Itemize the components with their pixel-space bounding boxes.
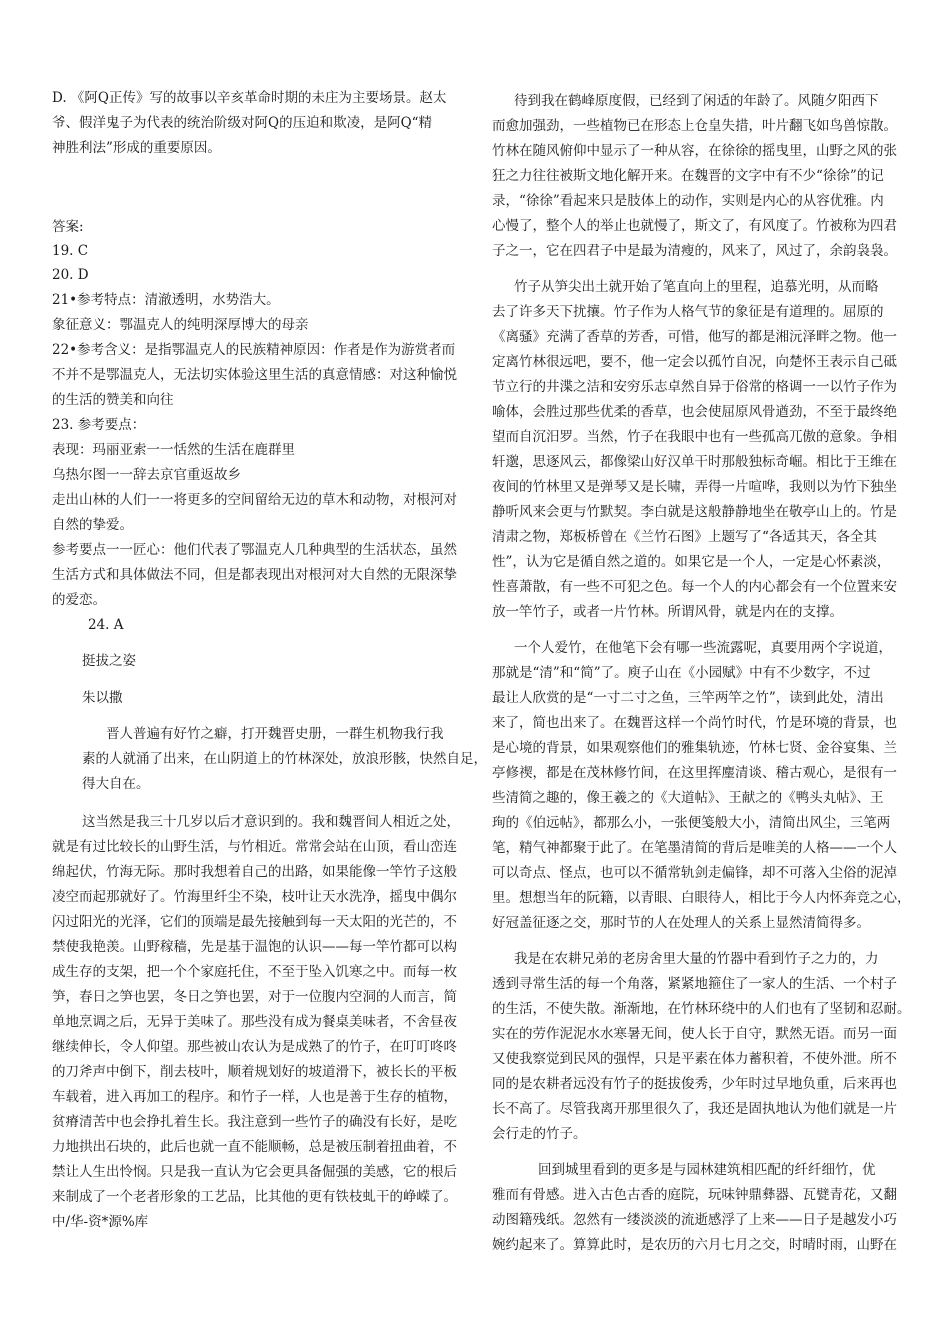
essay-line: 清肃之物，郑板桥曾在《兰竹石图》上题写了“各适其天，各全其: [492, 529, 877, 545]
essay-line: 就是有过比较长的山野生活，与竹相近。常常会站在山顶，看山峦连: [52, 839, 457, 855]
essay-line: 透到寻常生活的每一个角落，紧紧地箍住了一家人的生活、一个村子: [492, 976, 897, 992]
answer-line: 自然的挚爱。: [52, 517, 133, 533]
essay-line: 绵起伏，竹海无际。那时我想着自己的出路，如果能像一竿竹子这般: [52, 864, 457, 880]
essay-line: 性”，认为它是循自然之道的。如果它是一个人，一定是心怀素淡，: [492, 554, 891, 570]
essay-line: 放一竿竹子，或者一片竹林。所谓风骨，就是内在的支撑。: [492, 604, 843, 620]
essay-line: 亭修禊，都是在茂林修竹间，在这里挥麈清谈、稽古观心，是很有一: [492, 765, 897, 781]
answer-line: 乌热尔图一一辞去京官重返故乡: [52, 467, 241, 483]
essay-line: 单地烹调之后，无异于美味了。那些没有成为餐桌美味者，不舍昼夜: [52, 1014, 457, 1030]
essay-line: 而愈加强劲，一些植物已在形态上仓皇失措，叶片翻飞如鸟兽惊散。: [492, 118, 897, 134]
essay-line: 节立行的井渫之洁和安穷乐志卓然自异于俗常的格调一一以竹子作为: [492, 379, 897, 395]
answer-line: 的爱恋。: [52, 592, 106, 608]
essay-line: 回到城里看到的更多是与园林建筑相匹配的纤纤细竹，优: [538, 1162, 876, 1178]
essay-line: 待到我在鹤峰原度假，已经到了闲适的年龄了。风随夕阳西下: [514, 93, 879, 109]
answer-line: 生活方式和具体做法不同，但是都表现出对根河对大自然的无限深挚: [52, 567, 457, 583]
essay-line: 贫瘠清苦中也会挣扎着生长。我注意到一些竹子的确没有长好，是吃: [52, 1114, 457, 1130]
answer-line: 象征意义：鄂温克人的纯明深厚博大的母亲: [52, 317, 309, 333]
essay-line: 同的是农耕者远没有竹子的挺拔俊秀，少年时过早地负重，后来再也: [492, 1076, 897, 1092]
essay-line: 动图籍残纸。忽然有一缕淡淡的流逝感浮了上来——日子是越发小巧: [492, 1212, 897, 1228]
essay-line: 中/华-资*源%库: [52, 1214, 149, 1230]
essay-line: 的生活，不使失散。渐渐地，在竹林环绕中的人们也有了坚韧和忍耐。: [492, 1001, 911, 1017]
essay-line: 这当然是我三十几岁以后才意识到的。我和魏晋间人相近之处，: [82, 814, 460, 830]
answer-line: 的生活的赞美和向往: [52, 392, 174, 408]
essay-line: 成生存的支架，把一个个家庭托住，不至于坠入饥寒之中。而每一枚: [52, 964, 457, 980]
essay-line: 来制成了一个老者形象的工艺品，比其他的更有铁枝虬干的峥嵘了。: [52, 1189, 457, 1205]
text-line: 爷、假洋鬼子为代表的统治阶级对阿Q的压迫和欺凌，是阿Q“精: [52, 115, 433, 131]
essay-line: 继续伸长，令人仰望。那些被山农认为是成熟了的竹子，在叮叮咚咚: [52, 1039, 457, 1055]
essay-line: 一个人爱竹，在他笔下会有哪一些流露呢，真要用两个字说道，: [514, 640, 892, 656]
essay-line: 晋人普遍有好竹之癖，打开魏晋史册，一群生机物我行我: [106, 726, 444, 742]
essay-line: 素的人就涌了出来，在山阴道上的竹林深处，放浪形骸，快然自足，: [82, 751, 487, 767]
essay-line: 得大自在。: [82, 776, 150, 792]
essay-line: 望而自沉汨罗。当然，竹子在我眼中也有一些孤高兀傲的意象。争相: [492, 429, 897, 445]
answer-line: 参考要点一一匠心：他们代表了鄂温克人几种典型的生活状态，虽然: [52, 542, 457, 558]
essay-line: 些清简之趣的，像王羲之的《大道帖》、王献之的《鸭头丸帖》、王: [492, 790, 884, 806]
essay-line: 狂之力往往被斯文地化解开来。在魏晋的文字中有不少“徐徐”的记: [492, 168, 884, 184]
essay-line: 会行走的竹子。: [492, 1126, 587, 1142]
essay-line: 车载着，进入再加工的程序。和竹子一样，人也是善于生存的植物，: [52, 1089, 457, 1105]
essay-line: 静听风来会更与竹默契。李白就是这般静静地坐在敬亭山上的。竹是: [492, 504, 897, 520]
answer-line: 23. 参考要点：: [52, 417, 146, 433]
essay-line: 那就是“清”和“简”了。庾子山在《小园赋》中有不少数字，不过: [492, 665, 871, 681]
answers-heading: 答案:: [52, 219, 84, 235]
answer-line: 24. A: [88, 617, 124, 633]
answer-line: 21•参考特点：清澈透明，水势浩大。: [52, 292, 280, 308]
essay-line: 定离竹林很远吧，要不，他一定会以孤竹自况，向楚怀王表示自己砥: [492, 354, 897, 370]
essay-line: 轩邈，思逐风云，都像梁山好汉单干时那般独标奇崛。相比于王维在: [492, 454, 897, 470]
essay-line: 最让人欣赏的是“一寸二寸之鱼，三竿两竿之竹”，读到此处，清出: [492, 690, 884, 706]
essay-line: 禁让人生出怜悯。只是我一直认为它会更具备倔强的美感，它的根后: [52, 1164, 457, 1180]
essay-line: 笔，精气神都聚于此了。在笔墨清简的背后是唯美的人格——一个人: [492, 840, 897, 856]
essay-line: 凌空而起那就好了。竹海里纤尘不染，枝叶让天水洗净，摇曳中偶尔: [52, 889, 457, 905]
essay-line: 喻体，会胜过那些优柔的香草，也会使屈原风骨遒劲，不至于最终绝: [492, 404, 897, 420]
essay-line: 竹林在随风俯仰中显示了一种从容，在徐徐的摇曳里，山野之风的张: [492, 143, 897, 159]
essay-line: 录，“徐徐”看起来只是肢体上的动作，实则是内心的从容优雅。内: [492, 193, 884, 209]
text-line: D. 《阿Q正传》写的故事以辛亥革命时期的未庄为主要场景。赵太: [52, 90, 447, 106]
essay-line: 来了，简也出来了。在魏晋这样一个尚竹时代，竹是环境的背景，也: [492, 715, 897, 731]
essay-line: 闪过阳光的光泽，它们的顶端是最先接触到每一天太阳的光芒的，不: [52, 914, 457, 930]
essay-line: 我是在农耕兄弟的老房舍里大量的竹器中看到竹子之力的，力: [514, 951, 879, 967]
essay-line: 子之一，它在四君子中是最为清瘦的，风来了，风过了，余韵袅袅。: [492, 243, 897, 259]
essay-line: 实在的劳作泥泥水水寒暑无间，使人长于自守，默然无语。而另一面: [492, 1026, 897, 1042]
answer-line: 不并不是鄂温克人，无法切实体验这里生活的真意情感：对这种愉悦: [52, 367, 457, 383]
essay-line: 《离骚》充满了香草的芳香，可惜，他写的都是湘沅泽畔之物。他一: [492, 329, 897, 345]
essay-title: 挺拔之姿: [82, 653, 136, 669]
essay-line: 禁使我艳羡。山野稼穑，先是基于温饱的认识——每一竿竹都可以构: [52, 939, 457, 955]
essay-line: 可以奇点、怪点，也可以不循常轨剑走偏锋，却不可落入尘俗的泥淖: [492, 865, 897, 881]
essay-line: 心慢了，整个人的举止也就慢了，斯文了，有风度了。竹被称为四君: [492, 218, 897, 234]
answer-line: 20. D: [52, 267, 89, 283]
essay-line: 雅而有骨感。进入古色古香的庭院，玩味钟鼎彝器、瓦甓青花，又翻: [492, 1187, 897, 1203]
essay-line: 竹子从笋尖出土就开始了笔直向上的里程，追慕光明，从而略: [514, 279, 879, 295]
answer-line: 表现：玛丽亚索一一恬然的生活在鹿群里: [52, 442, 295, 458]
answer-line: 19. C: [52, 243, 89, 259]
essay-author: 朱以撒: [82, 690, 123, 706]
answer-line: 走出山林的人们一一将更多的空间留给无边的草木和动物，对根河对: [52, 492, 457, 508]
essay-line: 的刀斧声中倒下，削去枝叶，顺着规划好的坡道滑下，被长长的平板: [52, 1064, 457, 1080]
essay-line: 笋，春日之笋也罢，冬日之笋也罢，对于一位腹内空洞的人而言，简: [52, 989, 457, 1005]
essay-line: 里。想想当年的阮籍，以青眼、白眼待人，相比于今人内怀奔竞之心，: [492, 890, 911, 906]
answer-line: 22•参考含义：是指鄂温克人的民族精神原因：作者是作为游赏者而: [52, 342, 456, 358]
essay-line: 是心境的背景，如果观察他们的雅集轨迹，竹林七贤、金谷宴集、兰: [492, 740, 897, 756]
essay-line: 婉约起来了。算算此时，是农历的六月七月之交，时晴时雨，山野在: [492, 1237, 897, 1253]
essay-line: 去了许多天下扰攘。竹子作为人格气节的象征是有道理的。屈原的: [492, 304, 884, 320]
essay-line: 性喜萧散，有一些不可犯之色。每一个人的内心都会有一个位置来安: [492, 579, 897, 595]
essay-line: 珣的《伯远帖》，都那么小，一张便笺般大小，清简出风尘，三笔两: [492, 815, 891, 831]
essay-line: 夜间的竹林里又是弹琴又是长啸，弄得一片喧哗，我则以为竹下独坐: [492, 479, 897, 495]
essay-line: 又使我察觉到民风的强悍，只是平素在体力蓄积着，不使外泄。所不: [492, 1051, 897, 1067]
essay-line: 好冠盖征逐之交，那时节的人在处理人的关系上显然清简得多。: [492, 915, 870, 931]
essay-line: 长不高了。尽管我离开那里很久了，我还是固执地认为他们就是一片: [492, 1101, 897, 1117]
essay-line: 力地拱出石块的，此后也就一直不能顺畅，总是被压制着扭曲着，不: [52, 1139, 457, 1155]
text-line: 神胜利法”形成的重要原因。: [52, 140, 221, 156]
